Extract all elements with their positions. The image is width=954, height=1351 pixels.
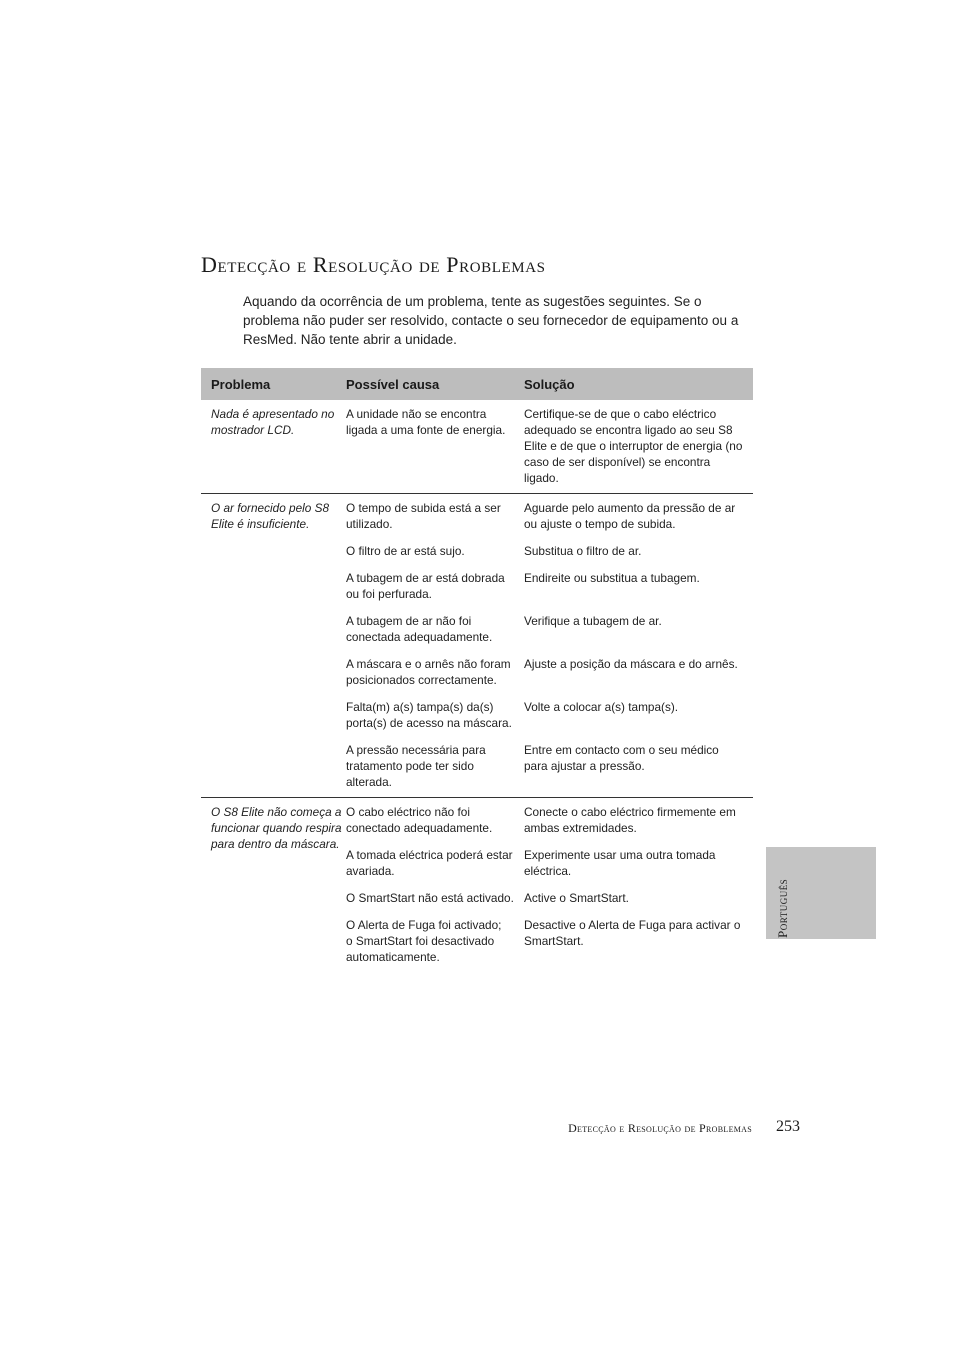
solution-cell: Aguarde pelo aumento da pressão de ar ou ajuste o tempo de subida. (524, 501, 736, 531)
troubleshooting-table (201, 368, 753, 972)
header-cause: Possível causa (346, 376, 440, 392)
cause-cell: A tubagem de ar está dobrada ou foi perfurada. (346, 571, 505, 601)
table-row (346, 847, 753, 879)
table-row (346, 890, 753, 906)
table-row (346, 804, 753, 836)
problem-cell: O S8 Elite não começa a funcionar quando respira para dentro da máscara. (211, 805, 342, 851)
cause-cell: A tubagem de ar não foi conectada adequadamente. (346, 614, 493, 644)
problem-group (201, 400, 753, 493)
solution-cell: Active o SmartStart. (524, 891, 629, 905)
solution-cell: Endireite ou substitua a tubagem. (524, 571, 700, 585)
solution-cell: Desactive o Alerta de Fuga para activar o SmartStart. (524, 918, 741, 948)
cause-cell: A máscara e o arnês não foram posicionados correctamente. (346, 657, 511, 687)
table-row (346, 917, 753, 965)
solution-cell: Experimente usar uma outra tomada eléctrica. (524, 848, 716, 878)
language-tab-label: Português (775, 878, 790, 938)
cause-cell: O Alerta de Fuga foi activado; o SmartStart foi desactivado automaticamente. (346, 918, 502, 964)
cause-cell: O filtro de ar está sujo. (346, 544, 465, 558)
problem-cell: Nada é apresentado no mostrador LCD. (211, 407, 335, 437)
solution-cell: Conecte o cabo eléctrico firmemente em ambas extremidades. (524, 805, 736, 835)
cause-cell: Falta(m) a(s) tampa(s) da(s) porta(s) de acesso na máscara. (346, 700, 512, 730)
intro-paragraph: Aquando da ocorrência de um problema, tente as sugestões seguintes. Se o problema não puder ser resolvido, contacte o seu fornecedor de equipamento ou a ResMed. Não tente abrir a unidade. (243, 294, 739, 347)
table-row (346, 543, 753, 559)
table-row (346, 500, 753, 532)
problem-cell: O ar fornecido pelo S8 Elite é insuficiente. (211, 501, 330, 531)
solution-cell: Substitua o filtro de ar. (524, 544, 642, 558)
page-title: Detecção e Resolução de Problemas (201, 252, 546, 277)
table-row (346, 613, 753, 645)
cause-cell: A tomada eléctrica poderá estar avariada. (346, 848, 513, 878)
cause-cell: O tempo de subida está a ser utilizado. (346, 501, 501, 531)
solution-cell: Volte a colocar a(s) tampa(s). (524, 700, 679, 714)
cause-cell: A pressão necessária para tratamento pode ter sido alterada. (346, 743, 486, 789)
problem-group (201, 493, 753, 797)
cause-cell: A unidade não se encontra ligada a uma fonte de energia. (346, 407, 506, 437)
table-header-row (201, 368, 753, 400)
header-problem: Problema (211, 376, 271, 392)
header-solution: Solução (524, 376, 575, 392)
solution-cell: Entre em contacto com o seu médico para ajustar a pressão. (524, 743, 719, 773)
cause-cell: O SmartStart não está activado. (346, 891, 514, 905)
table-row (346, 742, 753, 790)
cause-cell: O cabo eléctrico não foi conectado adequadamente. (346, 805, 493, 835)
problem-group (201, 797, 753, 972)
table-row (346, 570, 753, 602)
solution-cell: Verifique a tubagem de ar. (524, 614, 662, 628)
footer-section-title: Detecção e Resolução de Problemas (568, 1121, 752, 1135)
page-number: 253 (776, 1118, 800, 1135)
table-row (346, 406, 753, 486)
table-row (346, 656, 753, 688)
solution-cell: Certifique-se de que o cabo eléctrico adequado se encontra ligado ao seu S8 Elite e de que o interruptor de energia (no caso de ser disponível) se encontra ligado. (524, 407, 743, 485)
solution-cell: Ajuste a posição da máscara e do arnês. (524, 657, 738, 671)
table-row (346, 699, 753, 731)
